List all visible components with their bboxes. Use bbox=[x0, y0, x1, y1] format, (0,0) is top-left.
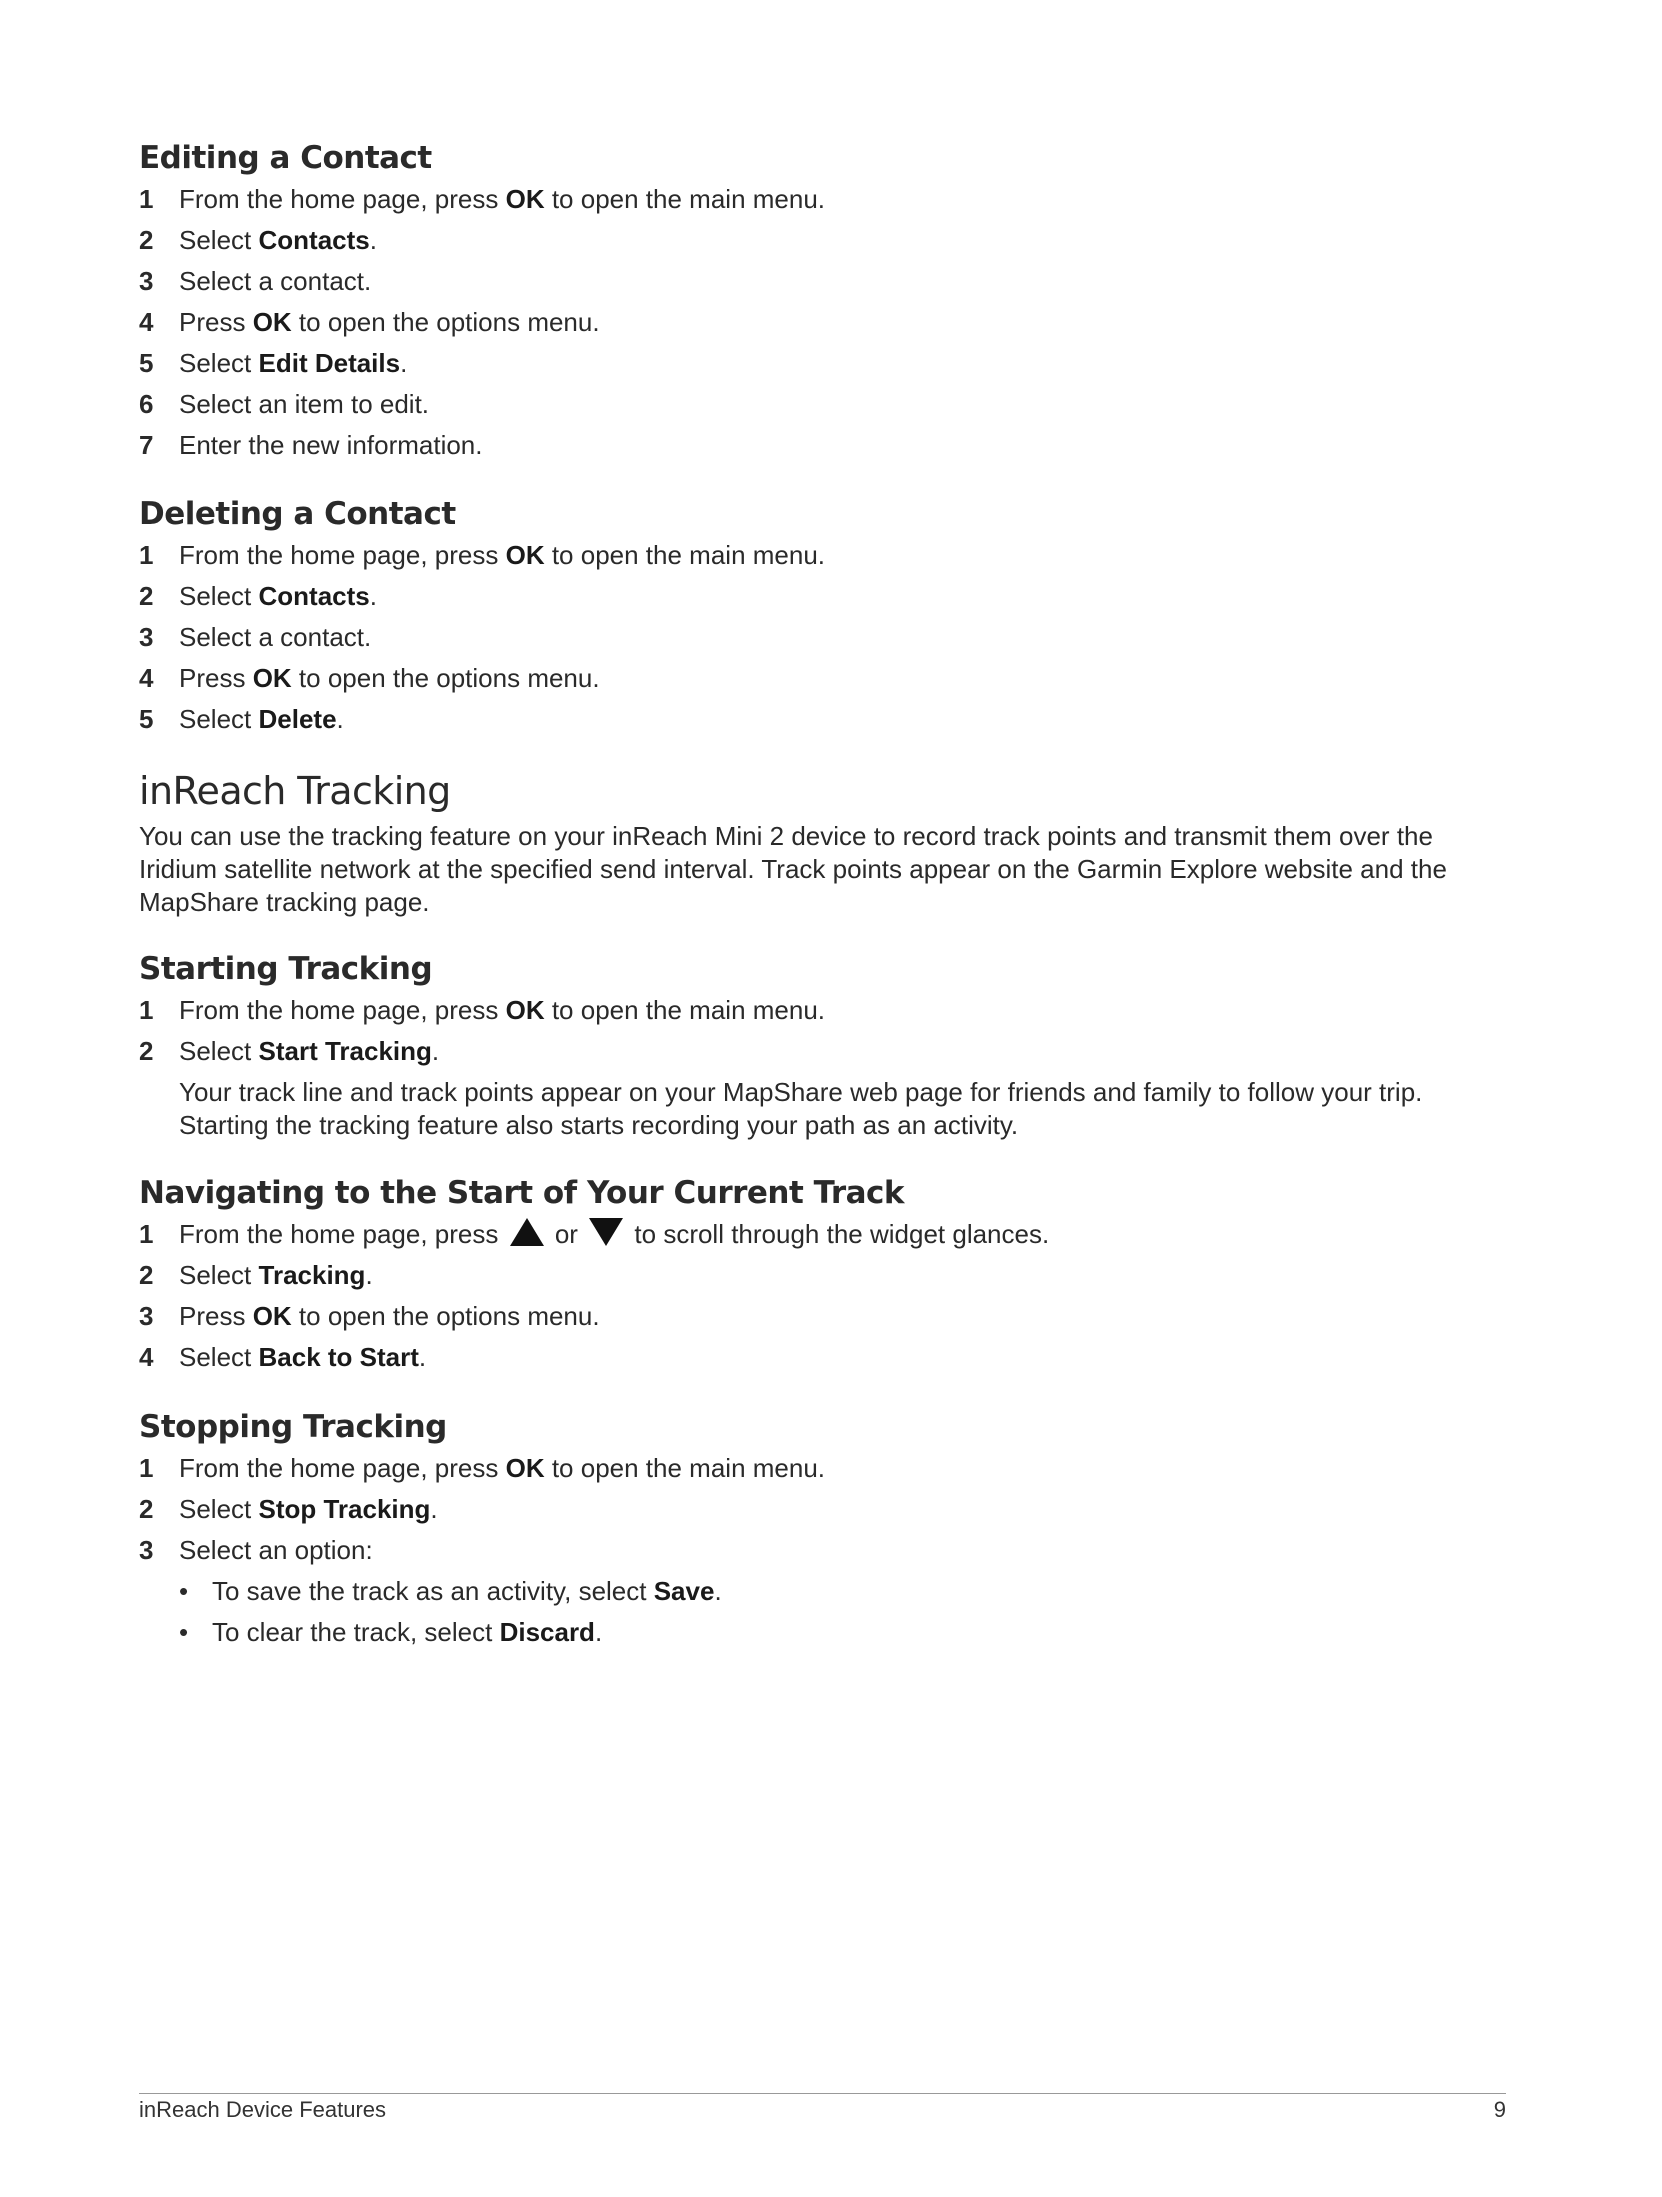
list-item: 2 Select Contacts. bbox=[139, 225, 377, 255]
section-starting-tracking bbox=[139, 948, 1509, 1142]
editing-steps bbox=[139, 179, 825, 466]
starting-result: Your track line and track points appear on your MapShare web page for friends and family to follow your trip. Starting the tracking feature also starts recording your path as an activity. bbox=[179, 1077, 1423, 1140]
list-item: 5 Select Edit Details. bbox=[139, 348, 408, 378]
section-navigating-start bbox=[139, 1172, 1509, 1378]
list-item: 1 From the home page, press OK to open the main menu. bbox=[139, 184, 826, 214]
list-item: 5 Select Delete. bbox=[139, 704, 344, 734]
list-item: 7 Enter the new information. bbox=[139, 430, 483, 460]
starting-heading: Starting Tracking bbox=[139, 951, 433, 987]
stopping-steps bbox=[139, 1448, 1509, 1571]
list-item: 3 Select a contact. bbox=[139, 266, 372, 296]
list-item: 4 Press OK to open the options menu. bbox=[139, 663, 600, 693]
list-item: 1 From the home page, press or to scroll through the widget glances. bbox=[139, 1219, 1050, 1249]
stopping-options bbox=[139, 1571, 1509, 1653]
section-stopping-tracking bbox=[139, 1406, 1509, 1653]
list-item: 1 From the home page, press OK to open the main menu. bbox=[139, 1453, 826, 1483]
deleting-heading: Deleting a Contact bbox=[139, 496, 456, 532]
footer-divider bbox=[139, 2093, 1506, 2094]
list-item: 4 Select Back to Start. bbox=[139, 1342, 427, 1372]
list-item: 2 Select Contacts. bbox=[139, 581, 377, 611]
editing-heading: Editing a Contact bbox=[139, 140, 432, 176]
up-arrow-icon bbox=[510, 1218, 544, 1246]
navigating-steps bbox=[139, 1214, 1509, 1378]
list-item: 3 Press OK to open the options menu. bbox=[139, 1301, 600, 1331]
section-deleting-contact bbox=[139, 493, 825, 740]
list-item: 6 Select an item to edit. bbox=[139, 389, 430, 419]
page-number: 9 bbox=[1493, 2097, 1506, 2122]
list-item: • To clear the track, select Discard. bbox=[179, 1617, 603, 1647]
section-inreach-tracking bbox=[139, 766, 1509, 919]
navigating-heading: Navigating to the Start of Your Current Track bbox=[139, 1175, 905, 1211]
list-item: 1 From the home page, press OK to open the main menu. bbox=[139, 540, 826, 570]
tracking-intro: You can use the tracking feature on your inReach Mini 2 device to record track points and transmit them over the Iridium satellite network at the specified send interval. Track points appear on the Garmin Explore website and the MapShare tracking page. bbox=[139, 821, 1447, 917]
deleting-steps bbox=[139, 535, 825, 740]
list-item: 2 Select Start Tracking. bbox=[139, 1036, 440, 1066]
stopping-heading: Stopping Tracking bbox=[139, 1409, 447, 1445]
starting-steps bbox=[139, 990, 1509, 1072]
tracking-heading: inReach Tracking bbox=[139, 769, 451, 813]
section-editing-contact bbox=[139, 137, 825, 466]
down-arrow-icon bbox=[589, 1218, 623, 1246]
list-item: 1 From the home page, press OK to open the main menu. bbox=[139, 995, 826, 1025]
list-item: • To save the track as an activity, select Save. bbox=[179, 1576, 722, 1606]
list-item: 3 Select a contact. bbox=[139, 622, 372, 652]
list-item: 3 Select an option: bbox=[139, 1535, 373, 1565]
list-item: 2 Select Stop Tracking. bbox=[139, 1494, 438, 1524]
list-item: 4 Press OK to open the options menu. bbox=[139, 307, 600, 337]
list-item: 2 Select Tracking. bbox=[139, 1260, 373, 1290]
footer-section-title: inReach Device Features bbox=[139, 2097, 387, 2122]
